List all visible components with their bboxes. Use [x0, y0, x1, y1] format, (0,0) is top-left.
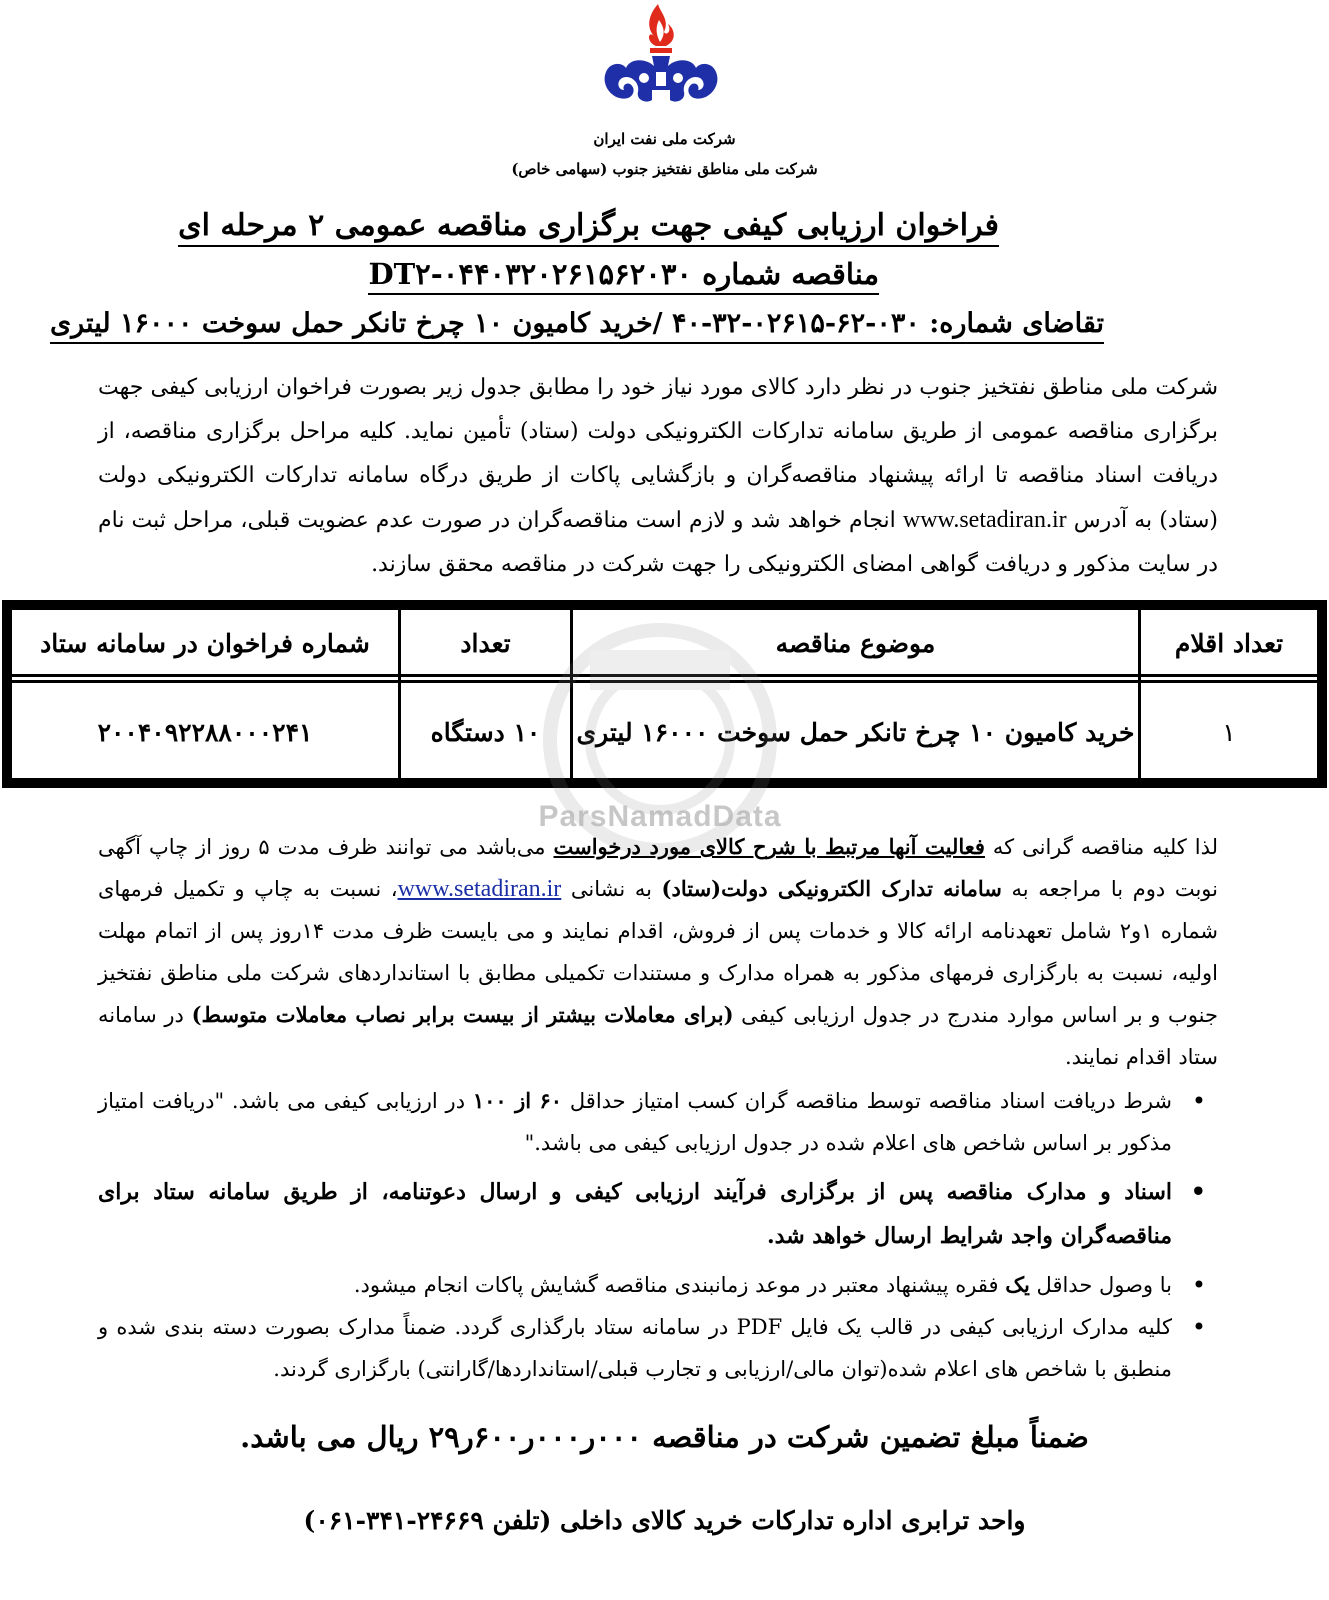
guarantee-amount: ضمناً مبلغ تضمین شرکت در مناقصه ۰۰۰ر۰۰۰ر۶۰۰ر۲۹ ریال می باشد.	[240, 1420, 1089, 1454]
body-text-2: می‌باشد می توانند ظرف مدت ۵ روز از چاپ آگهی نوبت دوم با مراجعه به	[98, 835, 1218, 901]
row-quantity: ۱۰ دستگاه	[430, 717, 541, 747]
request-number: تقاضای شماره: ۰۳۰-۶۲-۰۲۶۱۵-۳۲-۴۰ /خرید کامیون ۱۰ چرخ تانکر حمل سوخت ۱۶۰۰۰ لیتری	[50, 306, 1104, 344]
table-header-divider-2	[12, 680, 1317, 683]
table-header-divider	[12, 674, 1317, 677]
intro-text-1: شرکت ملی مناطق نفتخیز جنوب در نظر دارد کالای مورد نیاز خود را مطابق جدول زیر بصورت فراخوان ارزیابی کیفی جهت برگزاری مناقصه عمومی از طریق سامانه تدارکات الکترونیکی دولت (ستاد) تأمین نماید. کلیه مراحل برگزاری مناقصه، از دریافت اسناد مناقصه تا ارائه پیشنهاد مناقصه‌گران و بازگشایی پاکات از طریق درگاه سامانه تدارکات الکترونیکی دولت (ستاد) به آدرس	[98, 375, 1218, 533]
list-item	[98, 1264, 1218, 1306]
body-text-4: ، نسبت به چاپ و تکمیل فرمهای شماره ۱و۲ شامل تعهدنامه ارائه کالا و خدمات پس از فروش، اقدام نمایند و می بایست ظرف مدت ۱۴روز پس از اتمام مهلت اولیه، نسبت به بارگزاری فرمهای مذکور به همراه مدارک و مستندات تکمیلی مطابق با استانداردهای شرکت ملی مناطق نفتخیز جنوب و بر اساس موارد مندرج در جدول ارزیابی کیفی	[98, 877, 1218, 1027]
bullet-1-score: ۶۰ از ۱۰۰	[472, 1088, 563, 1113]
conditions-list	[98, 1080, 1218, 1390]
parent-company-name: شرکت ملی نفت ایران	[593, 130, 736, 148]
tender-table	[2, 600, 1327, 788]
header-subject: موضوع مناقصه	[775, 628, 936, 658]
bullet-3-bold: یک	[1005, 1272, 1030, 1297]
list-item: • کلیه مدارک ارزیابی کیفی در قالب یک فایل PDF در سامانه ستاد بارگذاری گردد. ضمناً مدارک بصورت دسته بندی شده و منطبق با شاخص های اعلام شده(توان مالی/ارزیابی و تجارب قبلی/استانداردها/گارانتی) بارگزاری گردند.	[98, 1306, 1218, 1390]
body-paragraph	[98, 826, 1218, 1078]
list-item	[98, 1080, 1218, 1164]
intro-url[interactable]: www.setadiran.ir	[902, 507, 1067, 533]
intro-paragraph	[98, 366, 1218, 587]
row-setad-number: ۲۰۰۴۰۹۲۲۸۸۰۰۰۲۴۱	[97, 717, 313, 747]
row-subject: خرید کامیون ۱۰ چرخ تانکر حمل سوخت ۱۶۰۰۰ لیتری	[576, 717, 1135, 747]
watermark-text: ParsNamadData	[538, 800, 782, 833]
tender-table-inner	[12, 610, 1317, 778]
bullet-3-text-end: فقره پیشنهاد معتبر در موعد زمانبندی مناقصه گشایش پاکات انجام میشود.	[353, 1273, 1006, 1297]
body-underlined: فعالیت آنها مرتبط با شرح کالای مورد درخواست	[553, 834, 985, 859]
body-text-1: لذا کلیه مناقصه گرانی که	[984, 835, 1218, 859]
body-url-link[interactable]: www.setadiran.ir	[397, 876, 562, 902]
header-items-count: تعداد اقلام	[1174, 628, 1284, 658]
announcement-title: فراخوان ارزیابی کیفی جهت برگزاری مناقصه عمومی ۲ مرحله ای	[178, 207, 999, 247]
bullet-1-text-end: در ارزیابی کیفی می باشد. "دریافت امتیاز مذکور بر اساس شاخص های اعلام شده در جدول ارزیابی کیفی می باشد."	[98, 1089, 1172, 1155]
body-text-5: در سامانه ستاد اقدام نمایند.	[98, 1003, 1218, 1069]
intro-text-2: انجام خواهد شد و لازم است مناقصه‌گران در صورت عدم عضویت قبلی، مراحل ثبت نام در سایت مذکور و دریافت گواهی امضای الکترونیکی را جهت شرکت در مناقصه محقق سازند.	[98, 508, 1218, 577]
row-items-count: ۱	[1222, 717, 1236, 747]
nioc-logo	[596, 2, 726, 114]
body-bold-setad: سامانه تدارک الکترونیکی دولت(ستاد)	[661, 876, 1002, 901]
header-setad-number: شماره فراخوان در سامانه ستاد	[40, 628, 370, 658]
company-name: شرکت ملی مناطق نفتخیز جنوب (سهامی خاص)	[511, 160, 818, 178]
bullet-1-text: شرط دریافت اسناد مناقصه توسط مناقصه گران کسب امتیاز حداقل	[562, 1089, 1172, 1113]
list-item: • اسناد و مدارک مناقصه پس از برگزاری فرآیند ارزیابی کیفی و ارسال دعوتنامه، از طریق سامانه ستاد برای مناقصه‌گران واجد شرایط ارسال خواهد شد.	[98, 1170, 1218, 1258]
tender-number: مناقصه شماره DT۲-۰۴۴۰۳۲۰۲۶۱۵۶۲۰۳۰	[368, 255, 879, 295]
contact-footer: واحد ترابری اداره تدارکات خرید کالای داخلی (تلفن ۲۴۶۶۹-۳۴۱-۰۶۱)	[303, 1506, 1026, 1535]
header-quantity: تعداد	[460, 628, 511, 658]
bullet-3-text: با وصول حداقل	[1029, 1273, 1172, 1297]
body-text-3: به نشانی	[561, 877, 662, 901]
body-bold-note: (برای معاملات بیشتر از بیست برابر نصاب معاملات متوسط)	[191, 1002, 734, 1027]
